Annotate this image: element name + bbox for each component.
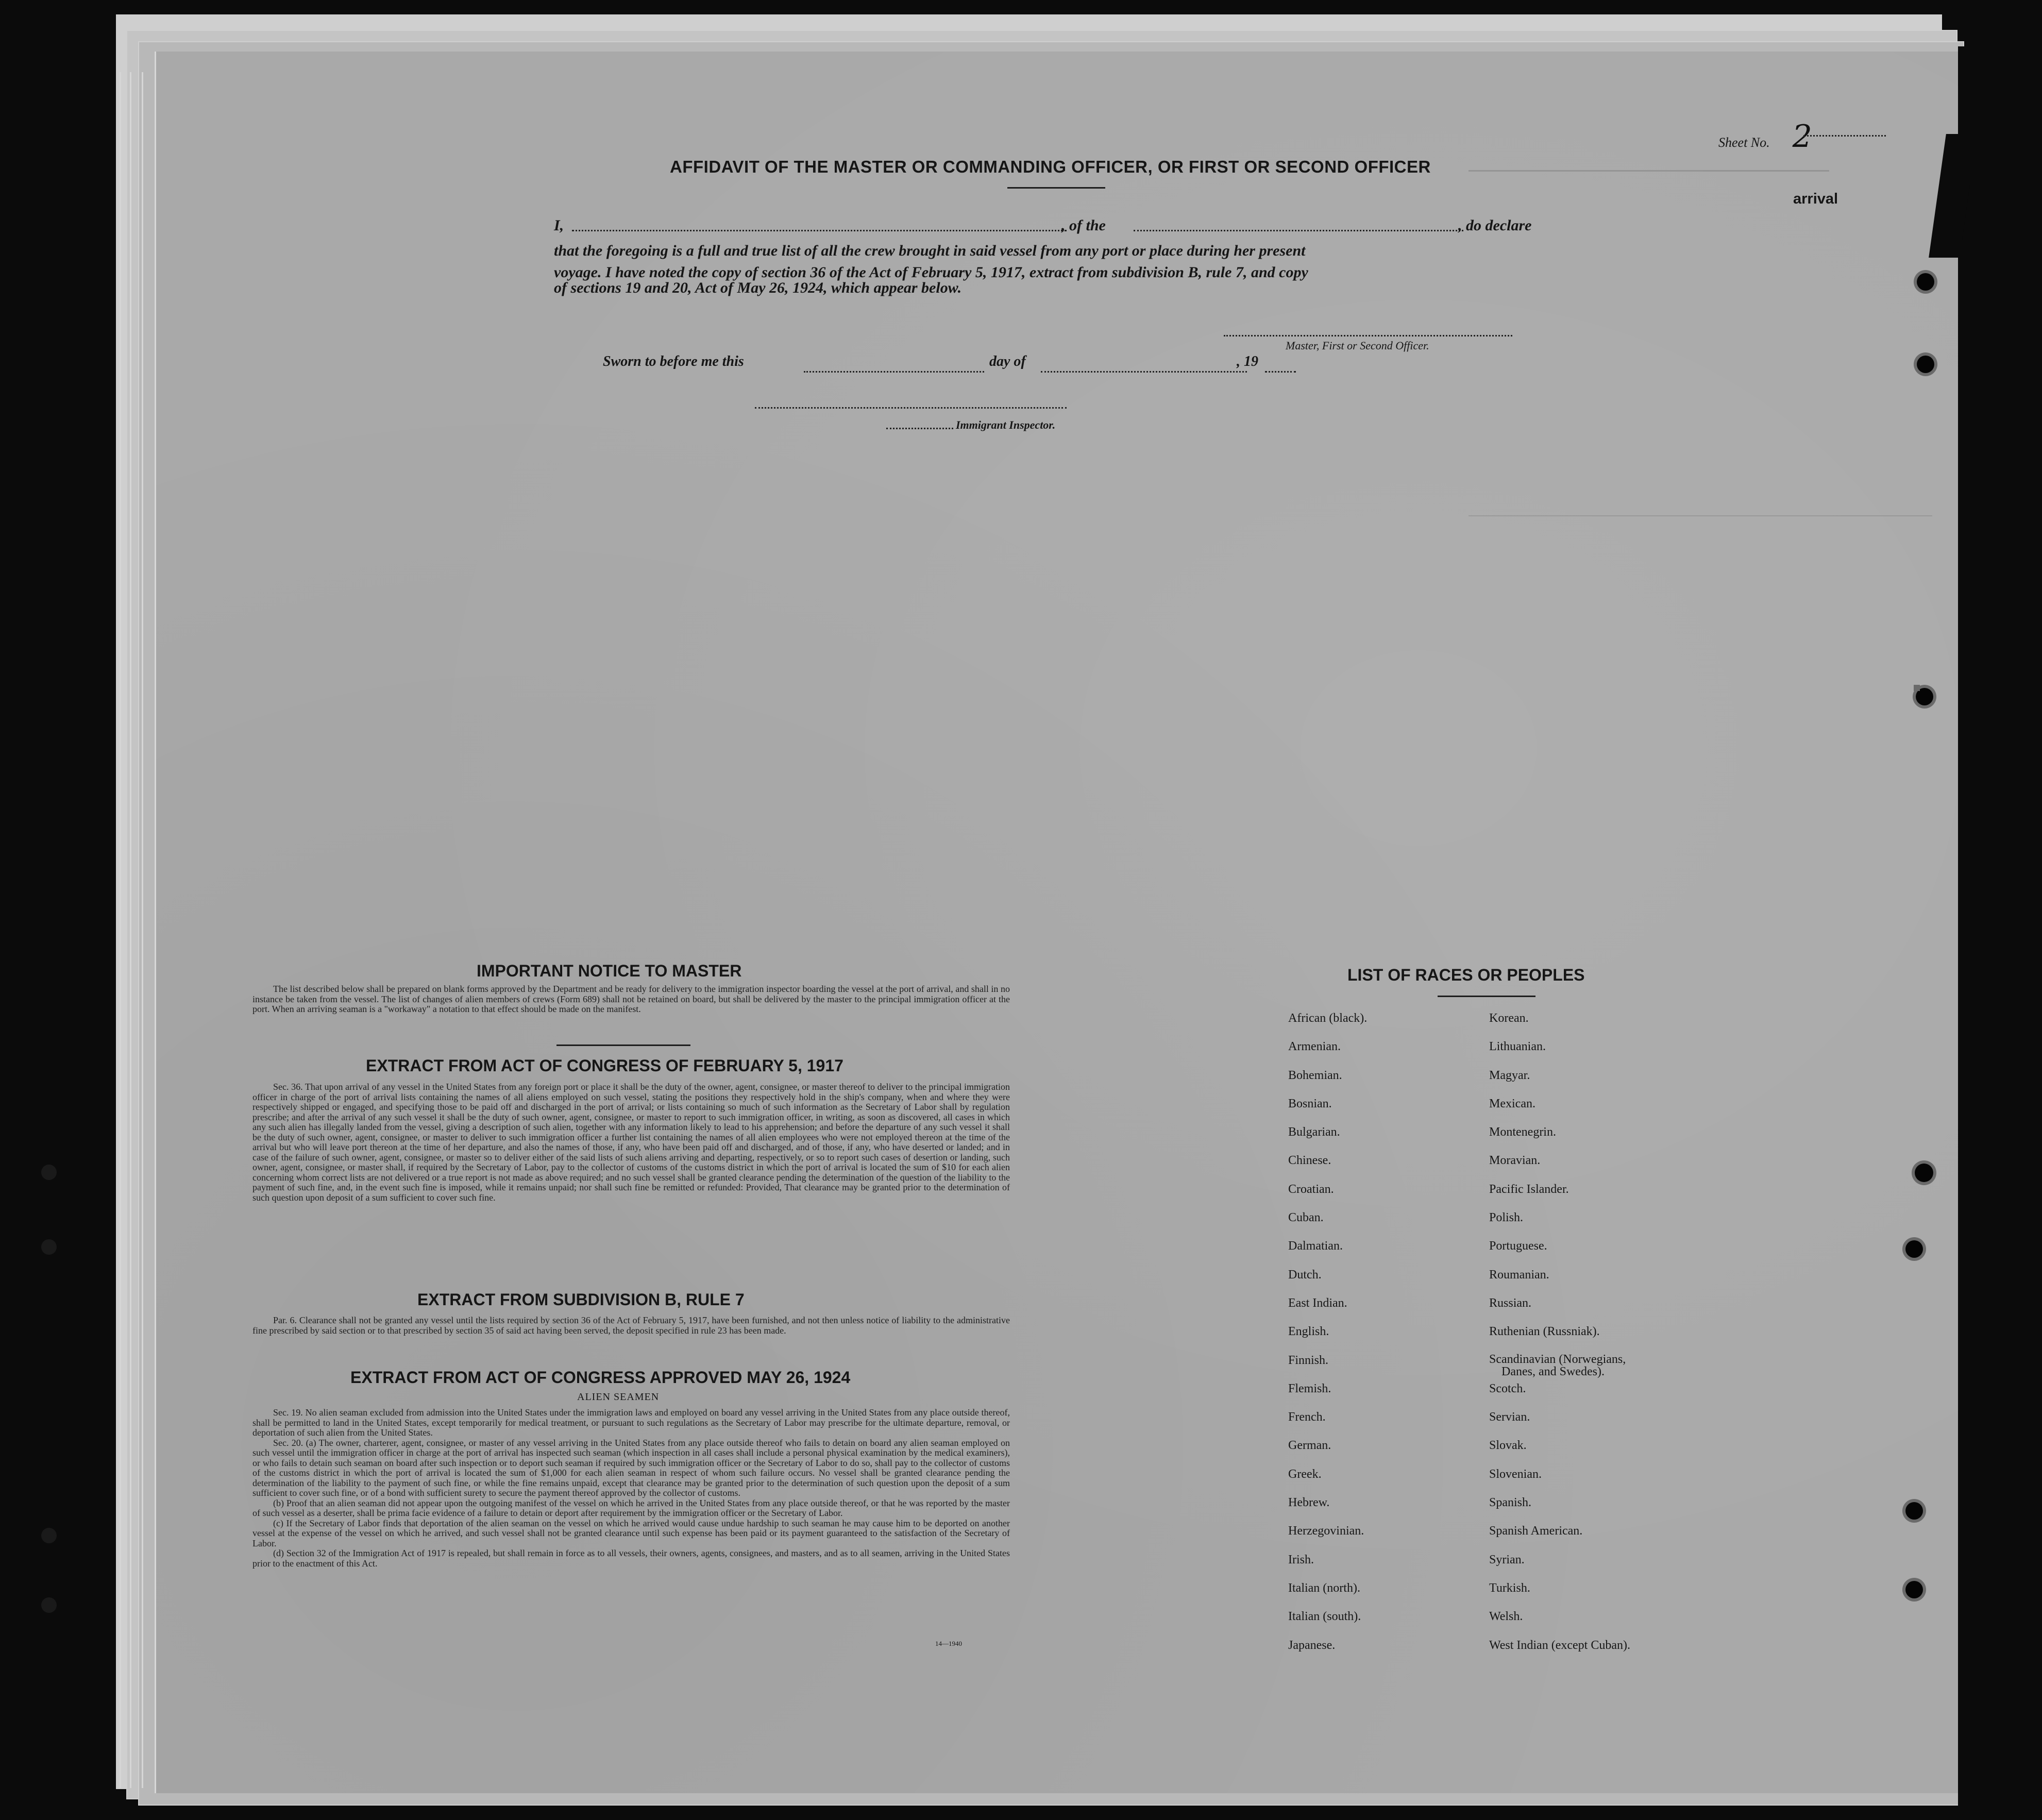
race-item: Servian. [1489,1410,1530,1424]
affidavit-i: I, [554,217,564,234]
race-item: Roumanian. [1489,1268,1549,1282]
sheet-number-block [1718,119,1812,155]
race-item: Slovenian. [1489,1467,1542,1481]
bleed-through-rule [1469,515,1932,516]
race-item: Hebrew. [1288,1496,1330,1510]
race-item: Irish. [1288,1553,1314,1566]
extract-rule7-title: EXTRACT FROM SUBDIVISION B, RULE 7 [417,1290,745,1309]
extract-1917-body [252,1082,1010,1203]
notice-body-text: The list described below shall be prepared on blank forms approved by the Department and be ready for delivery to the immigration inspector boarding the vessel at the port of arrival, and shall in no instance be taken from the vessel. The list of changes of alien members of crews (Form 689) shall not be retained on board, but shall be delivered by the master to the principal immigration officer at the port. When an arriving seaman is a "workaway" a notation to that effect should be made on the manifest. [252,984,1010,1014]
sworn-year-prefix: , 19 [1237,353,1258,369]
punch-hole [41,1597,57,1613]
sworn-day-of: day of [989,353,1026,369]
race-item: Italian (south). [1288,1610,1361,1624]
affidavit-declare: , do declare [1458,217,1532,234]
page-edge-line [120,72,121,1788]
sworn-year-field[interactable] [1265,371,1296,373]
punch-hole [41,1165,57,1180]
races-col-1 [1288,1011,1367,1666]
race-item: Korean. [1489,1012,1529,1025]
race-item: Lithuanian. [1489,1040,1546,1054]
affidavit-line-4: of sections 19 and 20, Act of May 26, 1924, which appear below. [554,279,962,296]
extract-rule7-body [252,1316,1010,1336]
race-item [1489,1353,1630,1381]
race-item: Magyar. [1489,1068,1530,1082]
extract-1924-body [252,1408,1010,1569]
affidavit-line-2: that the foregoing is a full and true list of all the crew brought in said vessel from any port or place during her present [554,242,1306,259]
alien-seamen-subtitle: ALIEN SEAMEN [577,1391,660,1403]
affidavit-line-3: voyage. I have noted the copy of section 36 of the Act of February 5, 1917, extract from subdivision B, rule 7, and copy [554,264,1308,281]
arrival-fragment: arrival [1793,191,1838,207]
sheet-no-value: 2 [1792,119,1812,155]
race-item: Greek. [1288,1467,1322,1481]
sheet-no-label: Sheet No. [1718,135,1770,150]
sworn-text: Sworn to before me this [603,353,744,369]
race-item: Turkish. [1489,1581,1530,1595]
affidavit-title-rule [1007,187,1105,189]
master-name-field[interactable] [572,230,1067,231]
vessel-name-field[interactable] [1134,230,1463,231]
punch-hole [1905,1502,1923,1520]
sworn-day-field[interactable] [804,371,984,373]
race-item: Syrian. [1489,1553,1525,1566]
race-item: Montenegrin. [1489,1125,1556,1139]
notice-body [252,984,1010,1015]
sec19-text: Sec. 19. No alien seaman excluded from admission into the United States under the immigration laws and employed on board any vessel arriving in the United States from any place outside thereof, shall be permitted to land in the United States, except temporarily for medical treatment, or pursuant to such regulations as the Secretary of Labor may prescribe for the ultimate departure, removal, or deportation of such alien from the United States. [252,1407,1010,1438]
race-item-scandinavian: Scandinavian (Norwegians, [1489,1352,1626,1366]
race-item: Scotch. [1489,1381,1526,1395]
race-item: Bosnian. [1288,1097,1332,1110]
page-edge-line [130,72,131,1788]
extract-rule7-text: Par. 6. Clearance shall not be granted any vessel until the lists required by section 36 of the Act of February 5, 1917, have been furnished, and not then unless notice of liability to the administrative fine prescribed by said section or to that prescribed by section 35 of said act having been served, the deposit specified in rule 23 has been made. [252,1315,1010,1336]
notice-rule [556,1044,690,1046]
bleed-through-rule [1469,170,1829,172]
extract-1917-title: EXTRACT FROM ACT OF CONGRESS OF FEBRUARY 5, 1917 [366,1056,843,1075]
races-title: LIST OF RACES OR PEOPLES [1347,966,1585,984]
race-item: Welsh. [1489,1610,1523,1624]
race-item: Italian (north). [1288,1581,1360,1595]
master-signature-field[interactable] [1224,335,1512,336]
race-item: Ruthenian (Russniak). [1489,1325,1600,1339]
race-item: Bohemian. [1288,1068,1342,1082]
master-caption: Master, First or Second Officer. [1286,339,1429,352]
torn-corner [1958,46,2042,1820]
race-item: Spanish. [1489,1496,1532,1510]
race-item: Herzegovinian. [1288,1524,1364,1538]
race-item: Moravian. [1489,1154,1541,1168]
race-item: German. [1288,1439,1331,1453]
inspector-signature-field[interactable] [755,407,1067,409]
race-item: Russian. [1489,1296,1532,1310]
race-item: Armenian. [1288,1040,1341,1054]
race-item: Polish. [1489,1211,1524,1225]
sec20a-text: Sec. 20. (a) The owner, charterer, agent, consignee, or master of any vessel arriving in the United States from any place outside thereof who fails to detain on board any alien seaman employed on such vessel until the immigration officer in charge at the port of arrival has inspected such seaman (which inspection in all cases shall include a personal physical examination by the medical examiners), or who fails to detain such seaman on board after such inspection or to deport such seaman if required by such immigration officer or the Secretary of Labor to do so, shall pay to the collector of customs of the customs district in which the port of arrival is located the sum of $1,000 for each alien seaman in respect of whom such failure occurs. No vessel shall be granted clearance pending the determination of the liability to the payment of such fine, or while the fine remains unpaid, except that clearance may be granted prior to the determination of such question upon the deposit of a sum sufficient to cover such fine, or of a bond with sufficient surety to secure the payment thereof approved by the collector of customs. [252,1437,1010,1498]
race-item: East Indian. [1288,1296,1347,1310]
punch-hole [1915,1164,1933,1182]
race-item: Slovak. [1489,1439,1527,1453]
race-item: Dutch. [1288,1268,1322,1282]
extract-1924-title: EXTRACT FROM ACT OF CONGRESS APPROVED MAY 26, 1924 [350,1368,851,1387]
race-item-scandinavian-cont: Danes, and Swedes). [1501,1364,1605,1378]
punch-hole [1905,1581,1923,1598]
race-item: Finnish. [1288,1353,1329,1367]
sec20d-text: (d) Section 32 of the Immigration Act of 1917 is repealed, but shall remain in force as to all vessels, their owners, agents, consignees, and masters, and as to all seamen, arriving in the United States prior to the enactment of this Act. [252,1548,1010,1569]
punch-hole [1917,356,1934,373]
sec20c-text: (c) If the Secretary of Labor finds that deportation of the alien seaman on the vessel on which he arrived would cause undue hardship to such seaman he may cause him to be deported on another vessel at the expense of the vessel on which he arrived, and such vessel shall not be granted clearance until such expense has been paid or its payment guaranteed to the satisfaction of the Secretary of Labor. [252,1518,1010,1548]
extract-1917-text: Sec. 36. That upon arrival of any vessel in the United States from any foreign port or place it shall be the duty of the owner, agent, consignee, or master thereof to deliver to the principal immigration officer in charge of the port of arrival lists containing the names of all aliens employed on such vessel, stating the positions they respectively hold in the ship's company, when and where they were respectively shipped or engaged, and specifying those to be paid off and discharged in the port of arrival; or lists containing so much of such information as the Secretary of Labor shall by regulation prescribe; and after the arrival of any such vessel it shall be the duty of such owner, agent, consignee, or master to report to such immigration officer, in writing, as soon as discovered, all cases in which any such alien has illegally landed from the vessel, giving a description of such alien, together with any information likely to lead to his apprehension; and before the departure of any such vessel it shall be the duty of such owner, agent, consignee, or master to deliver to such immigration officer a further list containing the names of all alien employees who were not employed thereon at the time of the arrival but who will leave port thereon at the time of her departure, and also the names of those, if any, who have been paid off and discharged, and of those, if any, who have deserted or landed; and in case of the failure of such owner, agent, consignee, or master so to deliver either of the said lists of such aliens arriving and departing, respectively, or so to report such cases of desertion or landing, such owner, agent, consignee, or master shall, if required by the Secretary of Labor, pay to the collector of customs of the customs district in which the port of arrival is located the sum of $10 for each alien concerning whom correct lists are not delivered or a true report is not made as above required; and no such vessel shall be granted clearance pending the determination of the question of the liability to the payment of such fine, and, in the event such fine is imposed, while it remains unpaid; nor shall such fine be remitted or refunded: Provided, That clearance may be granted prior to the determination of such question upon deposit of a sum sufficient to cover such fine. [252,1082,1010,1203]
race-item: English. [1288,1325,1329,1339]
sworn-month-field[interactable] [1041,371,1247,373]
race-item: Cuban. [1288,1211,1324,1225]
affidavit-of-the: , of the [1061,217,1106,234]
race-item: Japanese. [1288,1638,1336,1652]
notice-title: IMPORTANT NOTICE TO MASTER [477,962,742,980]
race-item: Croatian. [1288,1182,1334,1196]
punch-hole [41,1239,57,1255]
punch-hole [1917,273,1934,291]
affidavit-title: AFFIDAVIT OF THE MASTER OR COMMANDING OFFICER, OR FIRST OR SECOND OFFICER [670,157,1431,176]
punch-hole [1905,1240,1923,1258]
races-col-2 [1489,1011,1630,1666]
race-item: Mexican. [1489,1097,1535,1110]
sheet-no-line [1803,135,1886,137]
form-number: 14—1940 [935,1640,962,1647]
sec20b-text: (b) Proof that an alien seaman did not appear upon the outgoing manifest of the vessel on which he arrived in the United States from any place outside thereof, or that he was reported by the master of such vessel as a deserter, shall be prima facie evidence of a failure to detain or deport after requirement by the immigration officer or the Secretary of Labor. [252,1497,1010,1518]
race-item: Pacific Islander. [1489,1182,1569,1196]
race-item: Chinese. [1288,1154,1331,1168]
punch-hole [1916,688,1933,705]
race-item: Flemish. [1288,1381,1331,1395]
race-item: Bulgarian. [1288,1125,1340,1139]
inspector-dash-field[interactable] [886,428,953,429]
race-item: West Indian (except Cuban). [1489,1638,1630,1652]
race-item: African (black). [1288,1012,1368,1025]
race-item: French. [1288,1410,1326,1424]
race-item: Portuguese. [1489,1239,1547,1253]
race-item: Dalmatian. [1288,1239,1343,1253]
inspector-caption: Immigrant Inspector. [956,418,1056,431]
page-edge-line [142,72,143,1788]
punch-hole [41,1528,57,1543]
races-title-rule [1438,996,1535,997]
race-item: Spanish American. [1489,1524,1583,1538]
